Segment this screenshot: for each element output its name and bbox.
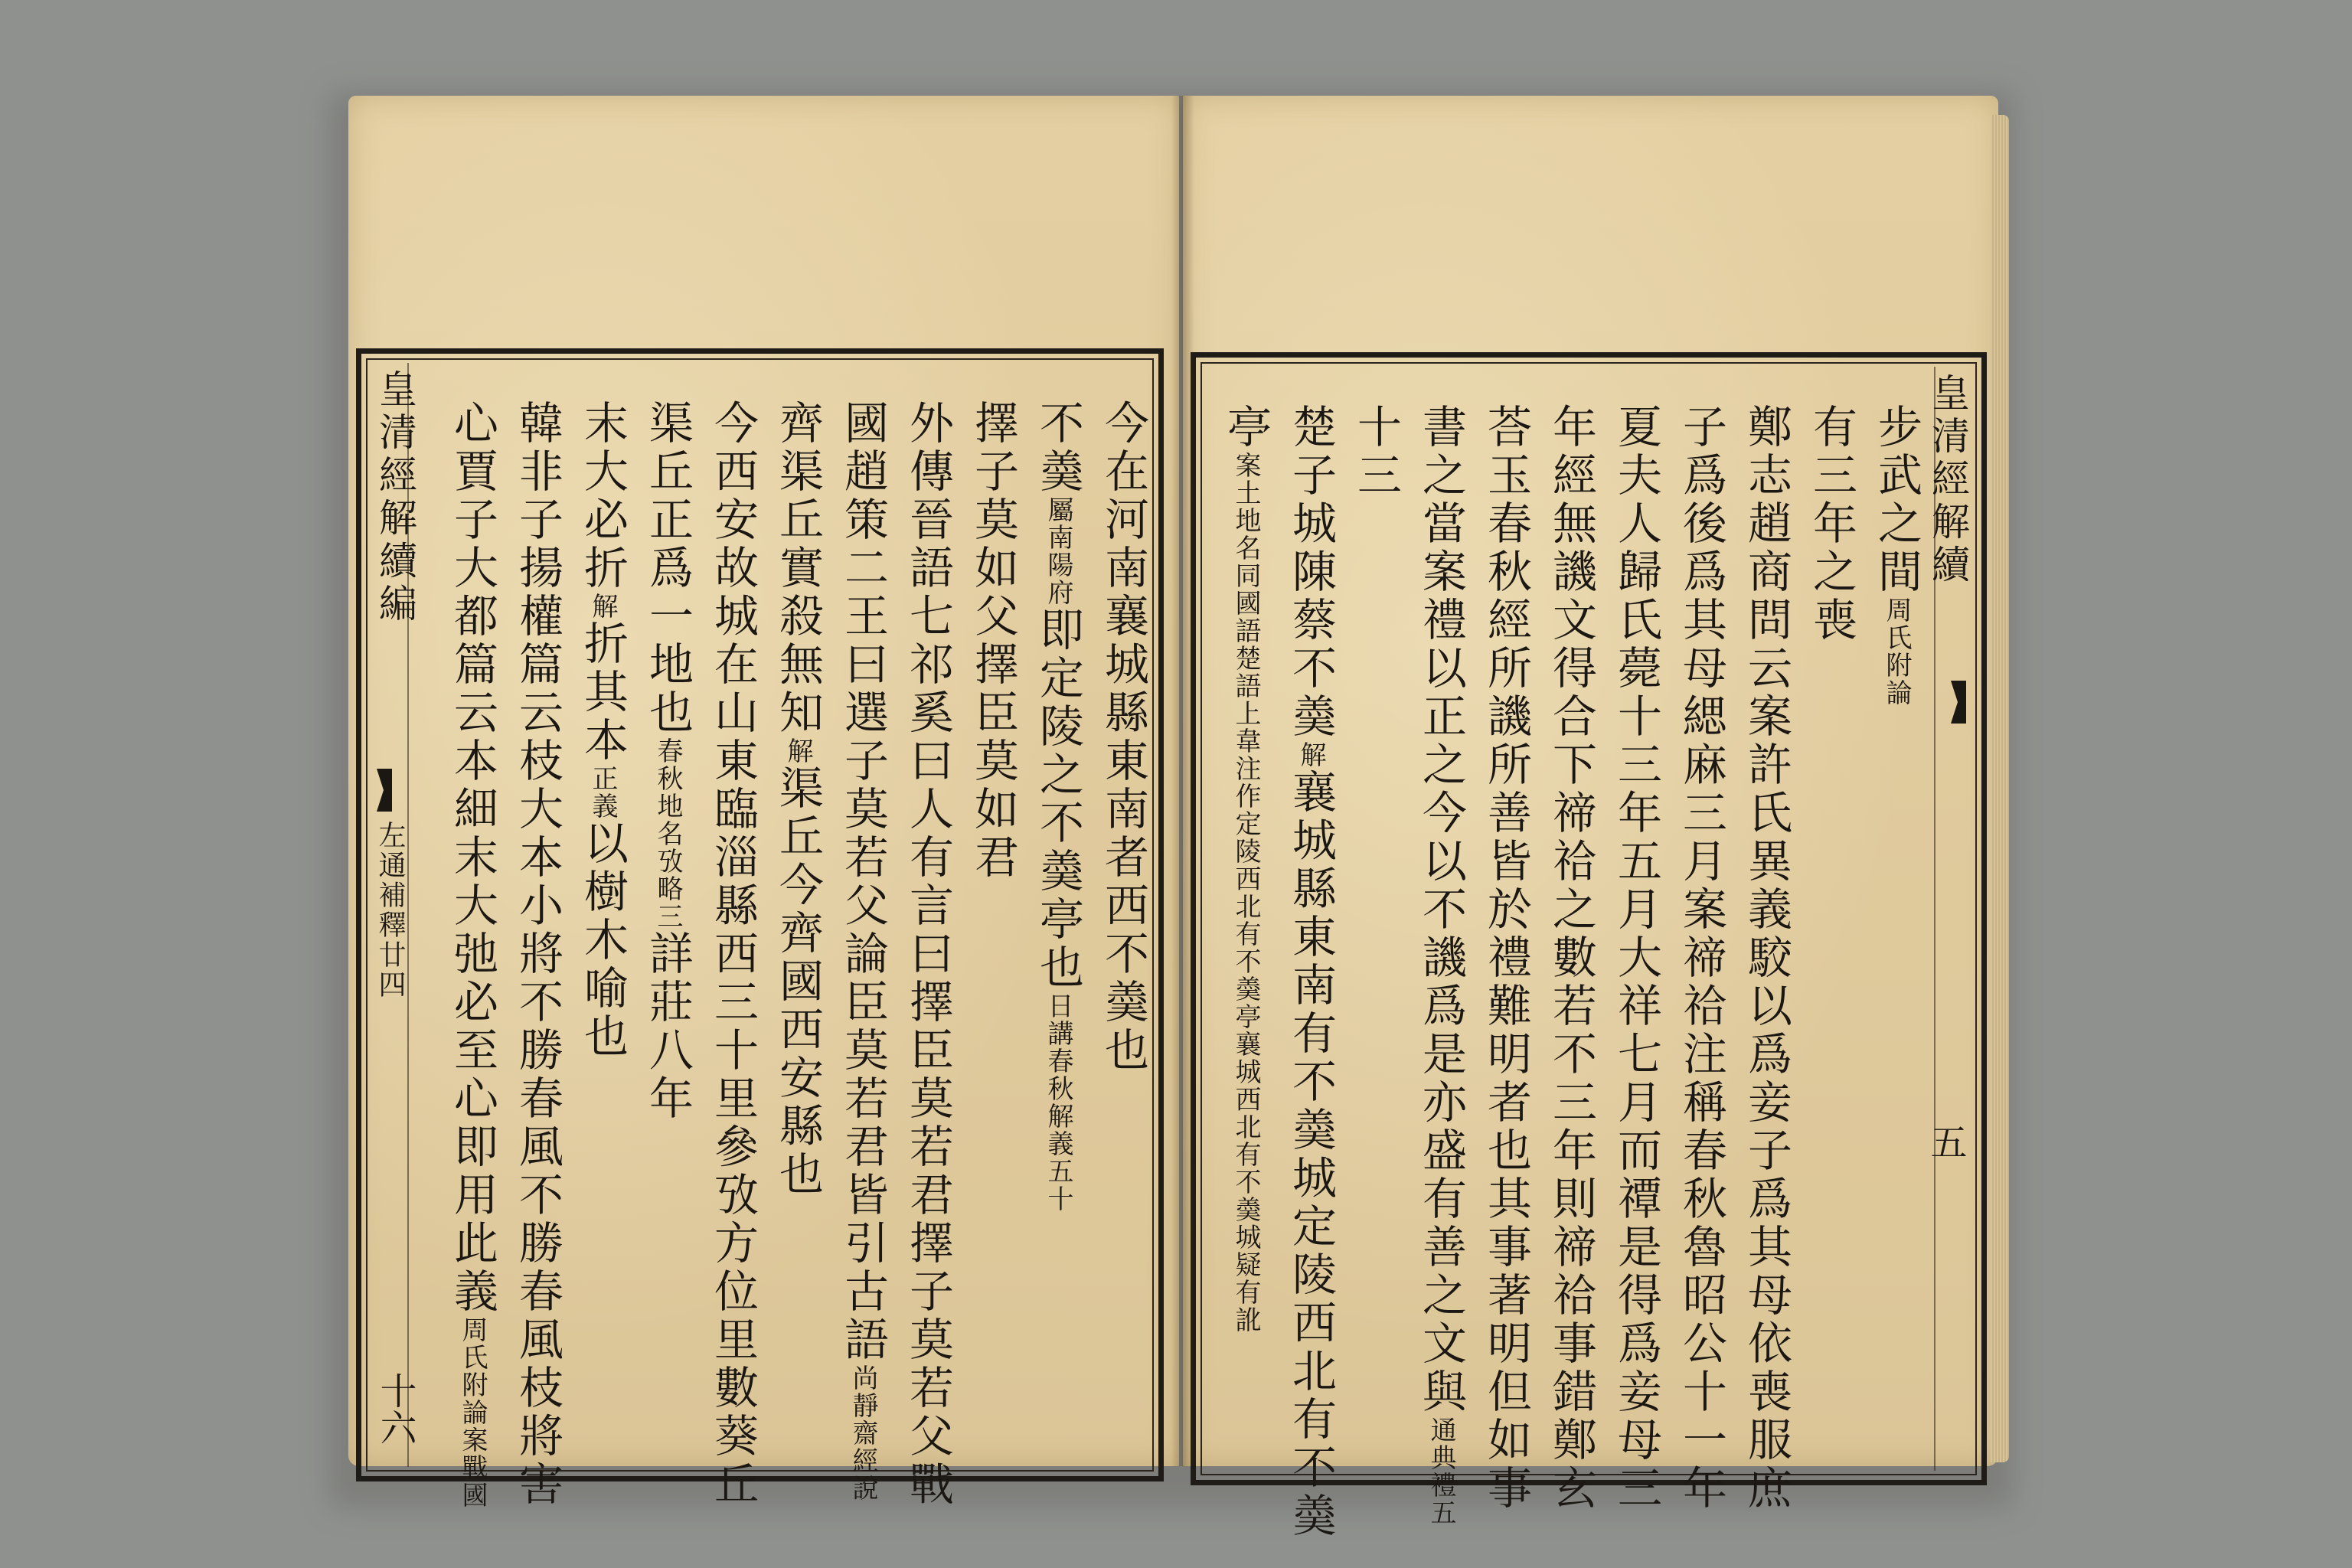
text-column (1740, 403, 1793, 1513)
annotation-note: 解 (782, 737, 813, 765)
annotation-note: 周氏附論 (1881, 596, 1912, 707)
left-page (348, 96, 1179, 1509)
annotation-note: 正義 (587, 765, 618, 820)
column-text: 不羮 (1032, 400, 1084, 496)
text-column (1284, 403, 1338, 1540)
column-text: 外傳晉語七祁奚曰人有言曰擇臣莫若君擇子莫若父戰 (902, 400, 954, 1509)
text-column (1031, 400, 1085, 1213)
column-text: 韓非子揚權篇云枝大本小將不勝春風不勝春風枝將害 (511, 400, 564, 1509)
column-text: 步武之間 (1870, 403, 1922, 596)
right-page (1183, 96, 1998, 1540)
annotation-note: 案土地名同國語楚語上韋注作定陵西北有不羮亭襄城西北有不羮城疑有訛 (1230, 452, 1261, 1334)
fish-tail-mark (1951, 681, 1966, 724)
annotation-note: 日講春秋解義五十 (1043, 992, 1073, 1213)
text-column (1805, 403, 1858, 645)
book-gutter (1171, 96, 1194, 1466)
column-text: 齊渠丘實殺無知 (772, 400, 824, 737)
text-column (1870, 403, 1923, 707)
column-text: 荅玉春秋經所譏所善皆於禮難明者也其事著明但如事 (1480, 403, 1532, 1513)
text-column (836, 400, 890, 1502)
column-text: 年經無譏文得合下禘祫之數若不三年則禘祫事錯鄭玄 (1545, 403, 1597, 1513)
text-column (771, 400, 825, 1199)
column-text: 國趙策二王曰選子莫若父論臣莫若君皆引古語 (837, 400, 889, 1364)
book-title: 皇清經解續編 (373, 369, 417, 626)
column-text: 今在河南襄城縣東南者西不羮也 (1097, 400, 1149, 1075)
text-column (1349, 403, 1403, 500)
fish-tail-mark (377, 769, 392, 812)
text-column (641, 400, 694, 1123)
annotation-note: 解 (1295, 741, 1326, 769)
column-text: 楚子城陳蔡不羮 (1285, 403, 1337, 741)
annotation-note: 春秋地名攷略三 (652, 737, 683, 930)
text-column (1544, 403, 1598, 1513)
column-text: 末大必折 (577, 400, 629, 593)
book-title: 皇清經解續 (1926, 373, 1970, 587)
column-text: 有三年之喪 (1805, 403, 1857, 645)
column-text: 夏夫人歸氏薨十三年五月大祥七月而禫是得爲妾母三 (1610, 403, 1662, 1513)
annotation-note: 周氏附論案戰國 (457, 1316, 488, 1509)
text-column (1479, 403, 1533, 1513)
annotation-note: 通典禮五 (1426, 1416, 1456, 1527)
page-edges (1991, 115, 2009, 1462)
text-column (1674, 403, 1728, 1513)
column-text: 渠丘正爲一地也 (642, 400, 694, 737)
section-title: 左通補釋廿四 (374, 821, 406, 1000)
column-text: 子爲後爲其母緦麻三月案禘祫注稱春秋魯昭公十一年 (1675, 403, 1727, 1513)
text-column (576, 400, 629, 1061)
text-column (1414, 403, 1468, 1527)
annotation-note: 尚靜齋經說 (848, 1364, 878, 1502)
column-text: 十三 (1350, 403, 1402, 500)
annotation-note: 屬南陽府 (1043, 496, 1073, 606)
column-text: 即定陵之不羮亭也 (1032, 606, 1084, 992)
annotation-note: 解 (587, 593, 618, 620)
column-text: 詳莊八年 (642, 930, 694, 1123)
page-number: 十六 (374, 1372, 416, 1446)
column-text: 心賈子大都篇云本細末大弛必至心即用此義 (446, 400, 498, 1316)
text-column (901, 400, 955, 1509)
text-column (1219, 403, 1272, 1334)
column-text: 書之當案禮以正之今以不譏爲是亦盛有善之文與 (1415, 403, 1467, 1416)
text-column (706, 400, 760, 1509)
column-text: 以樹木喻也 (577, 820, 629, 1061)
column-text: 渠丘今齊國西安縣也 (772, 765, 824, 1199)
column-text: 今西安故城在山東臨淄縣西三十里參攷方位里數葵丘 (707, 400, 759, 1509)
right-page-frame (1191, 352, 1987, 1540)
text-column (966, 400, 1020, 882)
text-column (1096, 400, 1150, 1075)
column-text: 擇子莫如父擇臣莫如君 (967, 400, 1019, 882)
page-number: 五 (1924, 1123, 1967, 1160)
text-column (511, 400, 564, 1509)
column-text: 鄭志趙商問云案許氏異義駮以爲妾子爲其母依喪服庶 (1740, 403, 1792, 1513)
text-column (446, 400, 499, 1509)
left-page-frame (356, 348, 1164, 1509)
text-column (1609, 403, 1663, 1513)
column-text: 襄城縣東南有不羮城定陵西北有不羮 (1285, 769, 1337, 1540)
column-text: 亭 (1220, 403, 1272, 452)
column-text: 折其本 (577, 620, 629, 765)
